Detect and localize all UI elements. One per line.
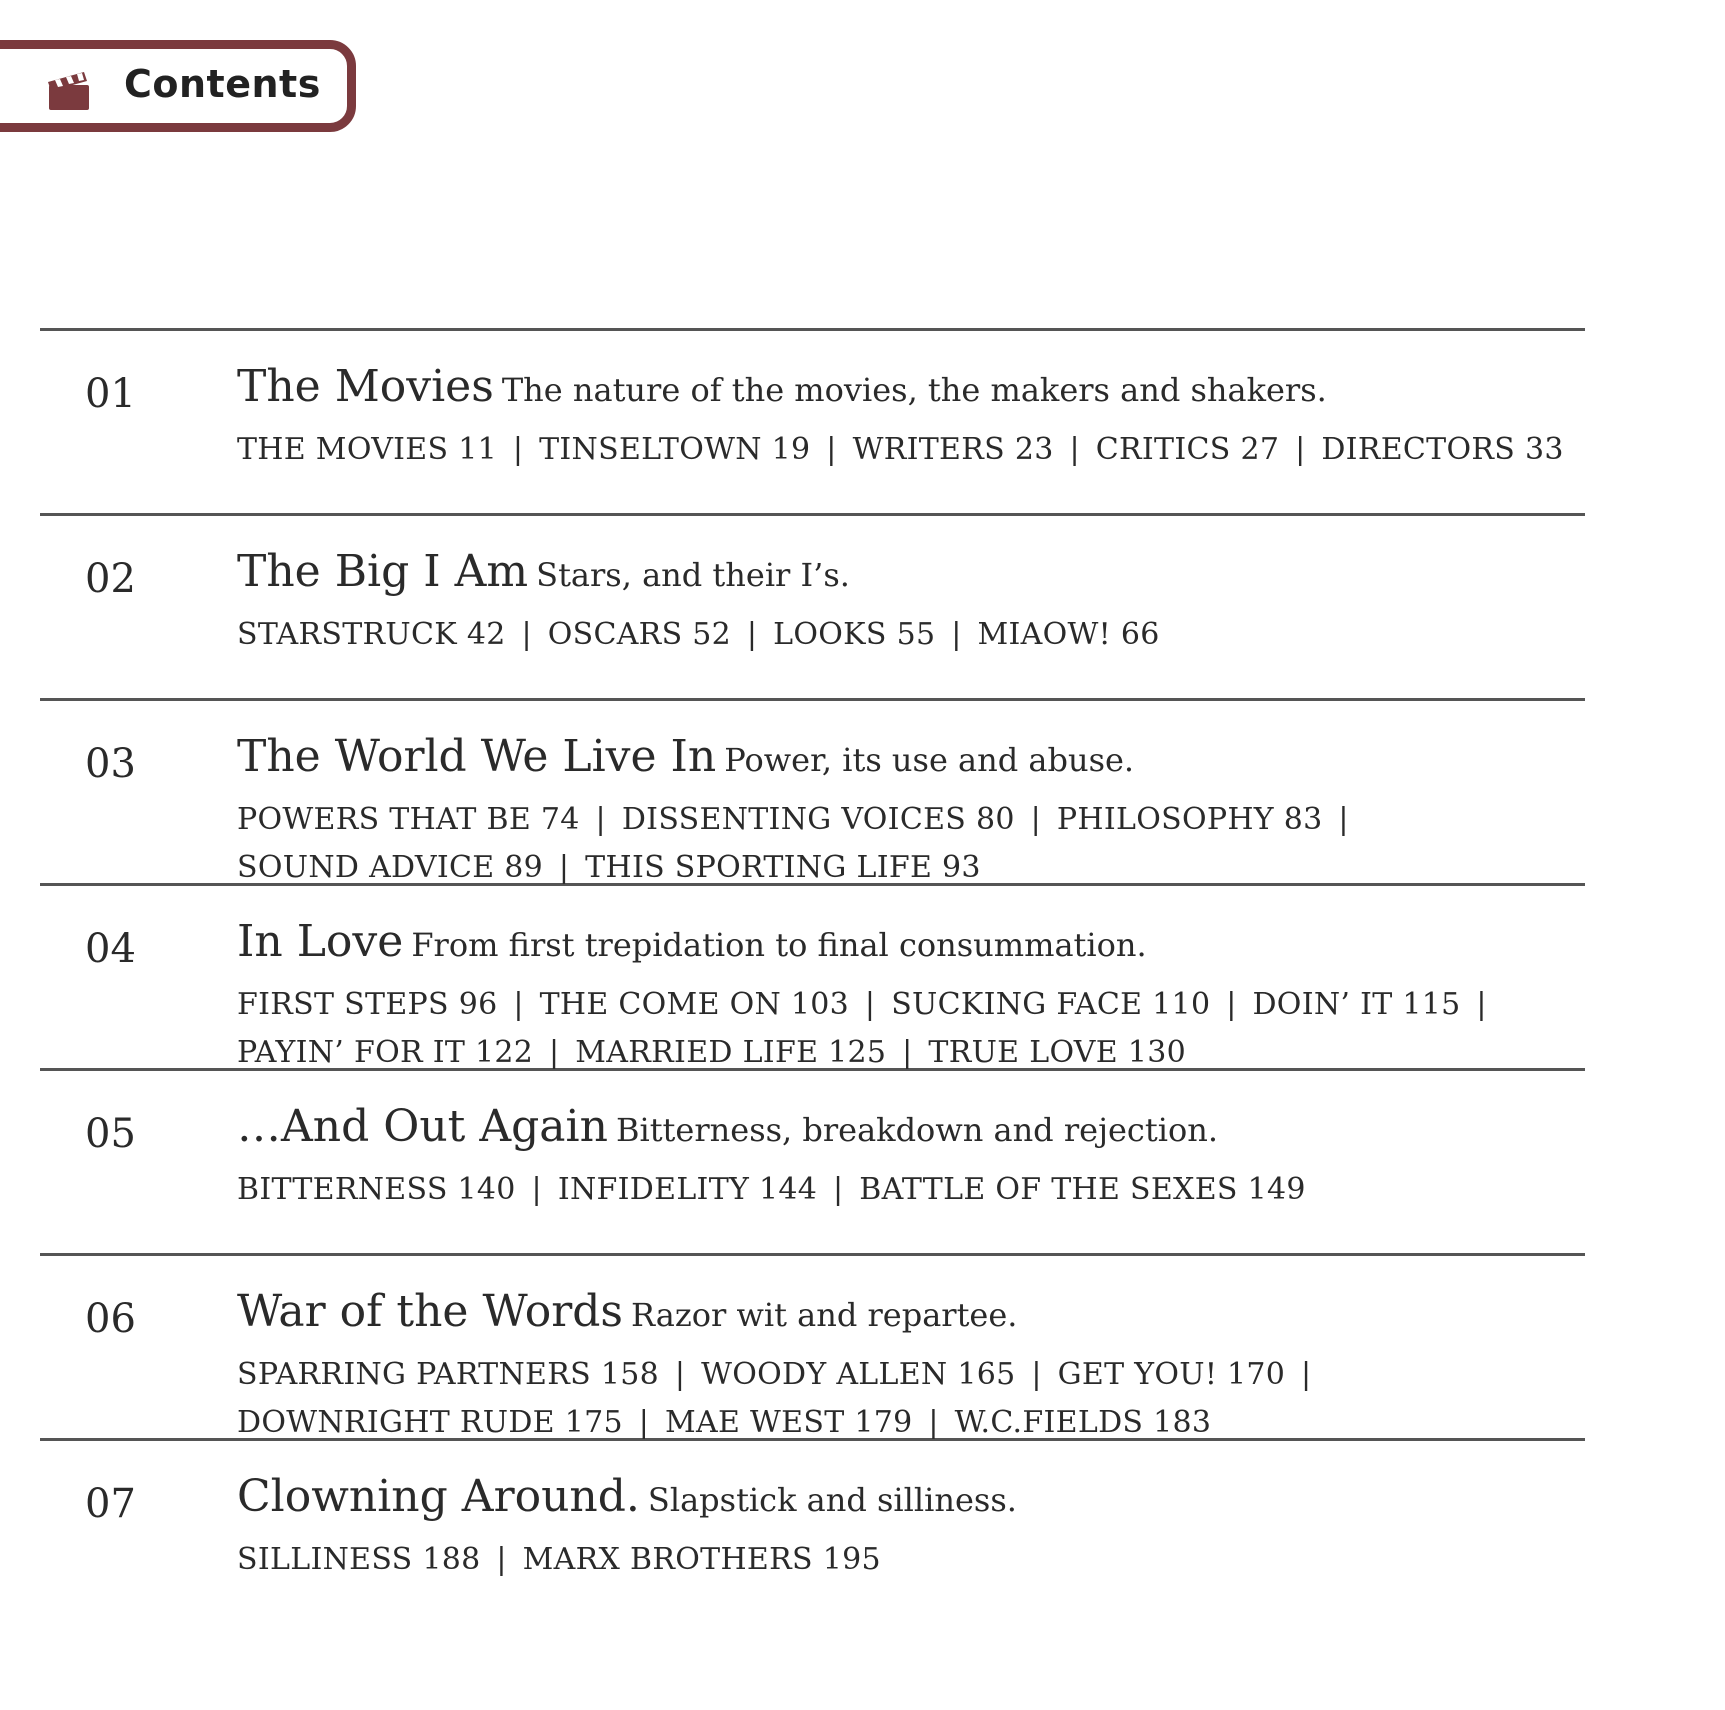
chapter-row bbox=[40, 886, 1585, 1071]
section-page-number: 130 bbox=[1127, 1035, 1186, 1070]
chapter-body bbox=[237, 544, 1577, 659]
section-entry bbox=[665, 1405, 913, 1440]
section-label: THE MOVIES bbox=[237, 432, 449, 467]
section-separator: | bbox=[1069, 432, 1080, 467]
section-page-number: 66 bbox=[1120, 617, 1160, 652]
chapter-body bbox=[237, 1469, 1577, 1584]
clapperboard-icon bbox=[46, 68, 92, 112]
section-page-number: 23 bbox=[1014, 432, 1054, 467]
section-entry bbox=[523, 1542, 881, 1577]
section-list bbox=[237, 1536, 1577, 1584]
section-page-number: 42 bbox=[466, 617, 506, 652]
section-page-number: 11 bbox=[458, 432, 497, 467]
chapter-number: 02 bbox=[85, 556, 136, 602]
section-entry bbox=[1096, 432, 1279, 467]
section-label: TRUE LOVE bbox=[928, 1035, 1118, 1070]
section-entry bbox=[622, 802, 1015, 837]
section-entry bbox=[1057, 802, 1323, 837]
section-label: STARSTRUCK bbox=[237, 617, 457, 652]
section-label: DOWNRIGHT RUDE bbox=[237, 1405, 555, 1440]
section-label: MARX BROTHERS bbox=[522, 1542, 813, 1577]
chapter-body bbox=[237, 359, 1577, 474]
chapter-row bbox=[40, 701, 1585, 886]
section-page-number: 96 bbox=[458, 987, 498, 1022]
section-separator: | bbox=[1030, 802, 1042, 837]
section-label: TINSELTOWN bbox=[539, 432, 762, 467]
section-separator: | bbox=[1226, 987, 1237, 1022]
chapter-subtitle: The nature of the movies, the makers and shakers. bbox=[501, 371, 1327, 409]
section-page-number: 55 bbox=[896, 617, 936, 652]
section-separator: | bbox=[1476, 987, 1487, 1022]
section-entry bbox=[540, 987, 849, 1022]
section-entry bbox=[575, 1035, 886, 1070]
section-list bbox=[237, 1351, 1577, 1447]
chapter-heading bbox=[237, 1469, 1577, 1534]
section-page-number: 33 bbox=[1524, 432, 1564, 467]
section-entry bbox=[237, 1172, 516, 1207]
chapter-subtitle: Bitterness, breakdown and rejection. bbox=[615, 1111, 1218, 1149]
section-separator: | bbox=[521, 617, 532, 652]
section-page-number: 103 bbox=[790, 987, 850, 1022]
section-label: THE COME ON bbox=[539, 987, 782, 1022]
section-label: DIRECTORS bbox=[1321, 432, 1516, 467]
section-entry bbox=[539, 432, 810, 467]
section-separator: | bbox=[1338, 802, 1349, 837]
section-separator: | bbox=[864, 987, 876, 1022]
section-page-number: 110 bbox=[1152, 987, 1211, 1022]
section-list bbox=[237, 426, 1577, 474]
section-label: W.C.FIELDS bbox=[954, 1405, 1144, 1440]
section-page-number: 149 bbox=[1247, 1172, 1306, 1207]
section-separator: | bbox=[746, 617, 758, 652]
section-label: DISSENTING VOICES bbox=[621, 802, 967, 837]
section-page-number: 183 bbox=[1153, 1405, 1212, 1440]
section-entry bbox=[853, 432, 1054, 467]
chapter-row bbox=[40, 331, 1585, 516]
section-separator: | bbox=[832, 1172, 844, 1207]
section-entry bbox=[237, 850, 543, 885]
chapter-heading bbox=[237, 914, 1577, 979]
section-entry bbox=[237, 432, 497, 467]
section-entry bbox=[237, 1405, 623, 1440]
section-page-number: 125 bbox=[828, 1035, 887, 1070]
section-entry bbox=[701, 1357, 1015, 1392]
section-page-number: 158 bbox=[600, 1357, 659, 1392]
section-page-number: 165 bbox=[957, 1357, 1016, 1392]
chapter-number: 01 bbox=[85, 371, 136, 417]
section-separator: | bbox=[1295, 432, 1306, 467]
section-page-number: 175 bbox=[564, 1405, 623, 1440]
chapter-subtitle: From first trepidation to final consummation. bbox=[411, 926, 1147, 964]
section-entry bbox=[237, 617, 506, 652]
chapter-row bbox=[40, 1256, 1585, 1441]
section-separator: | bbox=[558, 850, 570, 885]
section-page-number: 52 bbox=[692, 617, 732, 652]
section-separator: | bbox=[512, 432, 524, 467]
section-label: OSCARS bbox=[547, 617, 683, 652]
section-page-number: 179 bbox=[854, 1405, 913, 1440]
section-separator: | bbox=[549, 1035, 560, 1070]
chapter-body bbox=[237, 1284, 1577, 1447]
section-separator: | bbox=[1301, 1357, 1312, 1392]
section-entry bbox=[1321, 432, 1563, 467]
chapter-body bbox=[237, 914, 1577, 1077]
section-entry bbox=[1058, 1357, 1286, 1392]
section-separator: | bbox=[531, 1172, 542, 1207]
section-entry bbox=[585, 850, 981, 885]
chapter-title: The Big I Am bbox=[237, 546, 529, 597]
chapter-number: 04 bbox=[85, 926, 136, 972]
section-separator: | bbox=[674, 1357, 686, 1392]
section-page-number: 89 bbox=[504, 850, 544, 885]
section-label: SPARRING PARTNERS bbox=[237, 1357, 591, 1392]
chapter-heading bbox=[237, 729, 1577, 794]
chapter-row bbox=[40, 516, 1585, 701]
chapter-heading bbox=[237, 1099, 1577, 1164]
chapter-heading bbox=[237, 359, 1577, 424]
section-entry bbox=[977, 617, 1159, 652]
section-entry bbox=[237, 987, 497, 1022]
section-label: PHILOSOPHY bbox=[1056, 802, 1274, 837]
section-separator: | bbox=[638, 1405, 650, 1440]
section-list bbox=[237, 981, 1577, 1077]
section-entry bbox=[237, 1035, 533, 1070]
section-separator: | bbox=[1031, 1357, 1042, 1392]
section-page-number: 74 bbox=[540, 802, 580, 837]
section-list bbox=[237, 1166, 1577, 1214]
section-page-number: 144 bbox=[758, 1172, 818, 1207]
section-entry bbox=[928, 1035, 1186, 1070]
section-label: WRITERS bbox=[852, 432, 1005, 467]
section-page-number: 19 bbox=[771, 432, 811, 467]
section-label: MARRIED LIFE bbox=[575, 1035, 819, 1070]
chapter-title: In Love bbox=[237, 916, 404, 967]
chapter-title: Clowning Around. bbox=[237, 1471, 640, 1522]
section-separator: | bbox=[826, 432, 837, 467]
section-separator: | bbox=[951, 617, 962, 652]
section-separator: | bbox=[513, 987, 524, 1022]
chapter-number: 07 bbox=[85, 1481, 136, 1527]
section-entry bbox=[773, 617, 935, 652]
section-page-number: 122 bbox=[475, 1035, 534, 1070]
chapter-number: 03 bbox=[85, 741, 136, 787]
section-list bbox=[237, 611, 1577, 659]
chapter-number: 05 bbox=[85, 1111, 136, 1157]
section-label: CRITICS bbox=[1095, 432, 1231, 467]
chapter-row bbox=[40, 1071, 1585, 1256]
chapter-heading bbox=[237, 1284, 1577, 1349]
section-label: BITTERNESS bbox=[237, 1172, 448, 1207]
section-label: POWERS THAT BE bbox=[237, 802, 532, 837]
section-entry bbox=[237, 1542, 481, 1577]
chapter-subtitle: Power, its use and abuse. bbox=[724, 741, 1135, 779]
chapter-body bbox=[237, 1099, 1577, 1214]
section-label: SUCKING FACE bbox=[891, 987, 1143, 1022]
section-page-number: 27 bbox=[1240, 432, 1280, 467]
chapter-title: The Movies bbox=[237, 361, 494, 412]
section-entry bbox=[859, 1172, 1306, 1207]
section-page-number: 115 bbox=[1402, 987, 1461, 1022]
section-entry bbox=[237, 1357, 659, 1392]
table-of-contents bbox=[40, 328, 1585, 1626]
section-entry bbox=[558, 1172, 817, 1207]
section-entry bbox=[891, 987, 1210, 1022]
section-separator: | bbox=[902, 1035, 913, 1070]
chapter-subtitle: Razor wit and repartee. bbox=[630, 1296, 1018, 1334]
section-label: FIRST STEPS bbox=[237, 987, 449, 1022]
section-entry bbox=[548, 617, 731, 652]
section-page-number: 140 bbox=[457, 1172, 516, 1207]
section-page-number: 93 bbox=[942, 850, 981, 885]
chapter-row bbox=[40, 1441, 1585, 1626]
section-label: LOOKS bbox=[773, 617, 887, 652]
section-page-number: 188 bbox=[422, 1542, 481, 1577]
section-label: DOIN’ IT bbox=[1252, 987, 1393, 1022]
chapter-title: …And Out Again bbox=[237, 1101, 608, 1152]
page-title: Contents bbox=[124, 62, 321, 106]
section-label: WOODY ALLEN bbox=[701, 1357, 948, 1392]
section-label: INFIDELITY bbox=[557, 1172, 750, 1207]
section-entry bbox=[955, 1405, 1212, 1440]
section-entry bbox=[237, 802, 580, 837]
section-label: MAE WEST bbox=[665, 1405, 845, 1440]
section-list bbox=[237, 796, 1577, 892]
section-label: PAYIN’ FOR IT bbox=[237, 1035, 466, 1070]
chapter-title: War of the Words bbox=[237, 1286, 623, 1337]
chapter-list bbox=[40, 331, 1585, 1626]
section-separator: | bbox=[496, 1542, 507, 1577]
chapter-subtitle: Stars, and their I’s. bbox=[536, 556, 850, 594]
chapter-number: 06 bbox=[85, 1296, 136, 1342]
section-label: GET YOU! bbox=[1057, 1357, 1218, 1392]
chapter-title: The World We Live In bbox=[237, 731, 717, 782]
section-label: SOUND ADVICE bbox=[237, 850, 495, 885]
chapter-heading bbox=[237, 544, 1577, 609]
section-entry bbox=[1252, 987, 1460, 1022]
section-separator: | bbox=[595, 802, 606, 837]
section-label: MIAOW! bbox=[977, 617, 1112, 652]
section-page-number: 83 bbox=[1283, 802, 1323, 837]
chapter-subtitle: Slapstick and silliness. bbox=[647, 1481, 1017, 1519]
section-page-number: 80 bbox=[976, 802, 1015, 837]
section-page-number: 195 bbox=[822, 1542, 881, 1577]
chapter-body bbox=[237, 729, 1577, 892]
section-separator: | bbox=[928, 1405, 939, 1440]
section-label: THIS SPORTING LIFE bbox=[585, 850, 933, 885]
section-label: SILLINESS bbox=[237, 1542, 413, 1577]
section-page-number: 170 bbox=[1227, 1357, 1286, 1392]
section-label: BATTLE OF THE SEXES bbox=[859, 1172, 1238, 1207]
